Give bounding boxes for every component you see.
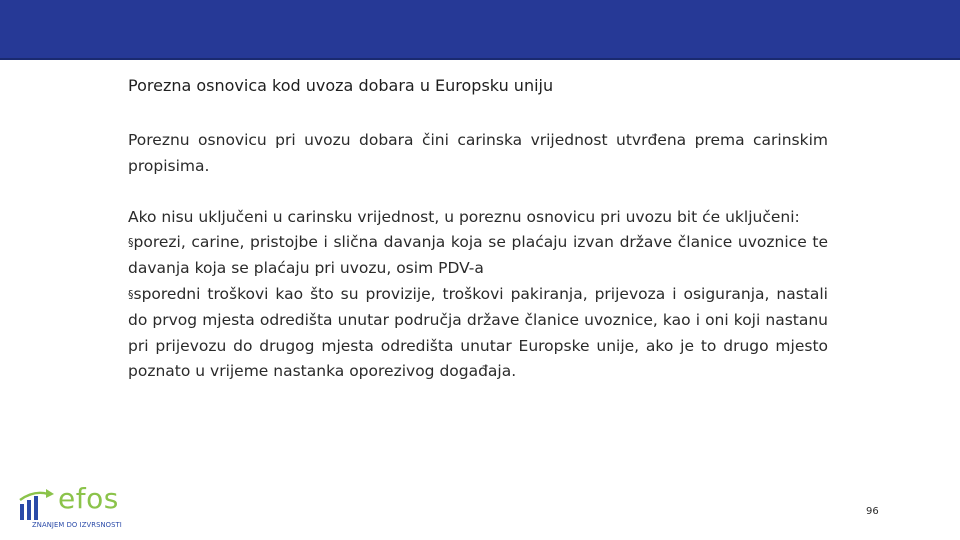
bullet-marker: §: [128, 287, 134, 301]
paragraph-customs-value: Poreznu osnovicu pri uvozu dobara čini carinska vrijednost utvrđena prema carinskim propisima.: [128, 131, 828, 175]
efos-logo: [18, 482, 148, 532]
page-number: 96: [866, 506, 879, 517]
header-bar: [0, 0, 960, 60]
bar-chart-arrow-icon: [18, 486, 62, 522]
bullet-text-incidental-costs: sporedni troškovi kao što su provizije, troškovi pakiranja, prijevoza i osiguranja, nastali do prvog mjesta odredišta unutar područja države članice uvoznice, kao i oni koji nastanu pri prijevozu do drugog mjesta odredišta unutar Europske unije, ako je to drugo mjesto poznato u vrijeme nastanka oporezivog događaja.: [128, 284, 828, 381]
slide-title: Porezna osnovica kod uvoza dobara u Europsku uniju: [128, 76, 554, 95]
bullet-text-taxes: porezi, carine, pristojbe i slična davanja koja se plaćaju izvan države članice uvoznice te davanja koja se plaćaju pri uvozu, osim PDV-a: [128, 233, 828, 278]
bullet-marker: §: [128, 236, 134, 250]
bullet-item: [128, 282, 828, 385]
logo-tagline: ZNANJEM DO IZVRSNOSTI: [32, 521, 122, 529]
slide-content: [128, 128, 828, 385]
bullet-item: [128, 230, 828, 282]
paragraph-included-items: Ako nisu uključeni u carinsku vrijednost, u poreznu osnovicu pri uvozu bit će uključeni:: [128, 207, 800, 226]
logo-wordmark: efos: [58, 482, 119, 515]
